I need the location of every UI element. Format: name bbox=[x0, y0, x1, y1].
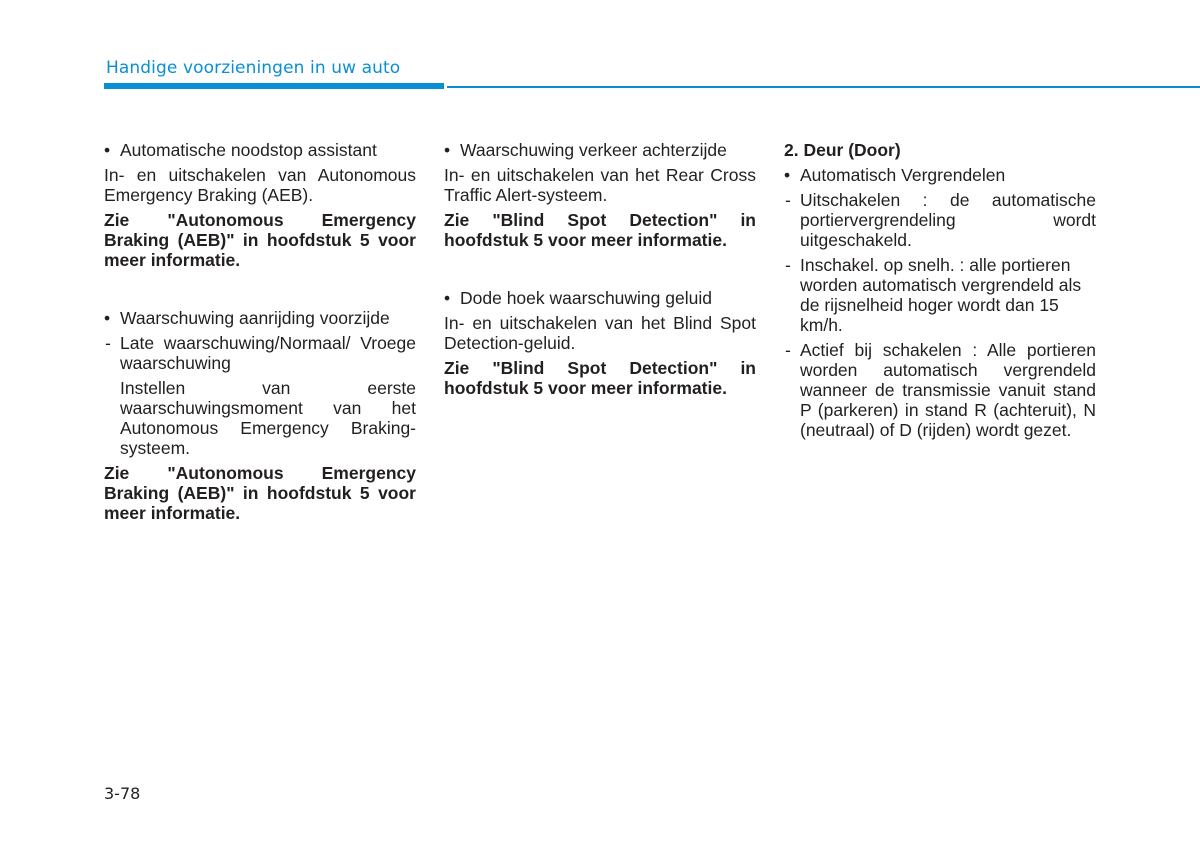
header-rule bbox=[447, 86, 1200, 88]
bullet-item: • Waarschuwing aanrijding voorzijde bbox=[104, 308, 416, 328]
column-3 bbox=[784, 140, 1096, 440]
bullet-item: • Waarschuwing verkeer achterzijde bbox=[444, 140, 756, 160]
reference-note: Zie "Autonomous Emergency Braking (AEB)" in hoofdstuk 5 voor meer informatie. bbox=[104, 210, 416, 270]
paragraph: In- en uitschakelen van het Rear Cross Traffic Alert-systeem. bbox=[444, 165, 756, 205]
column-1 bbox=[104, 140, 416, 523]
sub-paragraph: Instellen van eerste waarschuwingsmoment van het Autonomous Emergency Braking-systeem. bbox=[120, 378, 416, 458]
dash-item: - Uitschakelen : de automatische portiervergrendeling wordt uitgeschakeld. bbox=[784, 190, 1096, 250]
bullet-item: • Dode hoek waarschuwing geluid bbox=[444, 288, 756, 308]
bullet-item: • Automatisch Vergrendelen bbox=[784, 165, 1096, 185]
section-title: Handige voorzieningen in uw auto bbox=[106, 58, 401, 78]
paragraph: In- en uitschakelen van Autonomous Emergency Braking (AEB). bbox=[104, 165, 416, 205]
reference-note: Zie "Blind Spot Detection" in hoofdstuk 5 voor meer informatie. bbox=[444, 210, 756, 250]
reference-note: Zie "Autonomous Emergency Braking (AEB)" in hoofdstuk 5 voor meer informatie. bbox=[104, 463, 416, 523]
header-accent-bar bbox=[104, 83, 444, 89]
column-2 bbox=[444, 140, 756, 398]
page-number: 3-78 bbox=[104, 784, 141, 803]
reference-note: Zie "Blind Spot Detection" in hoofdstuk 5 voor meer informatie. bbox=[444, 358, 756, 398]
section-heading: 2. Deur (Door) bbox=[784, 140, 901, 160]
bullet-item: • Automatische noodstop assistant bbox=[104, 140, 416, 160]
paragraph: In- en uitschakelen van het Blind Spot Detection-geluid. bbox=[444, 313, 756, 353]
dash-item: - Inschakel. op snelh. : alle portieren worden automatisch vergrendeld als de rijsnelheid hoger wordt dan 15 km/h. bbox=[784, 255, 1096, 335]
dash-item: - Late waarschuwing/Normaal/ Vroege waarschuwing bbox=[104, 333, 416, 373]
dash-item: - Actief bij schakelen : Alle portieren worden automatisch vergrendeld wanneer de transmissie vanuit stand P (parkeren) in stand R (achteruit), N (neutraal) of D (rijden) wordt gezet. bbox=[784, 340, 1096, 440]
